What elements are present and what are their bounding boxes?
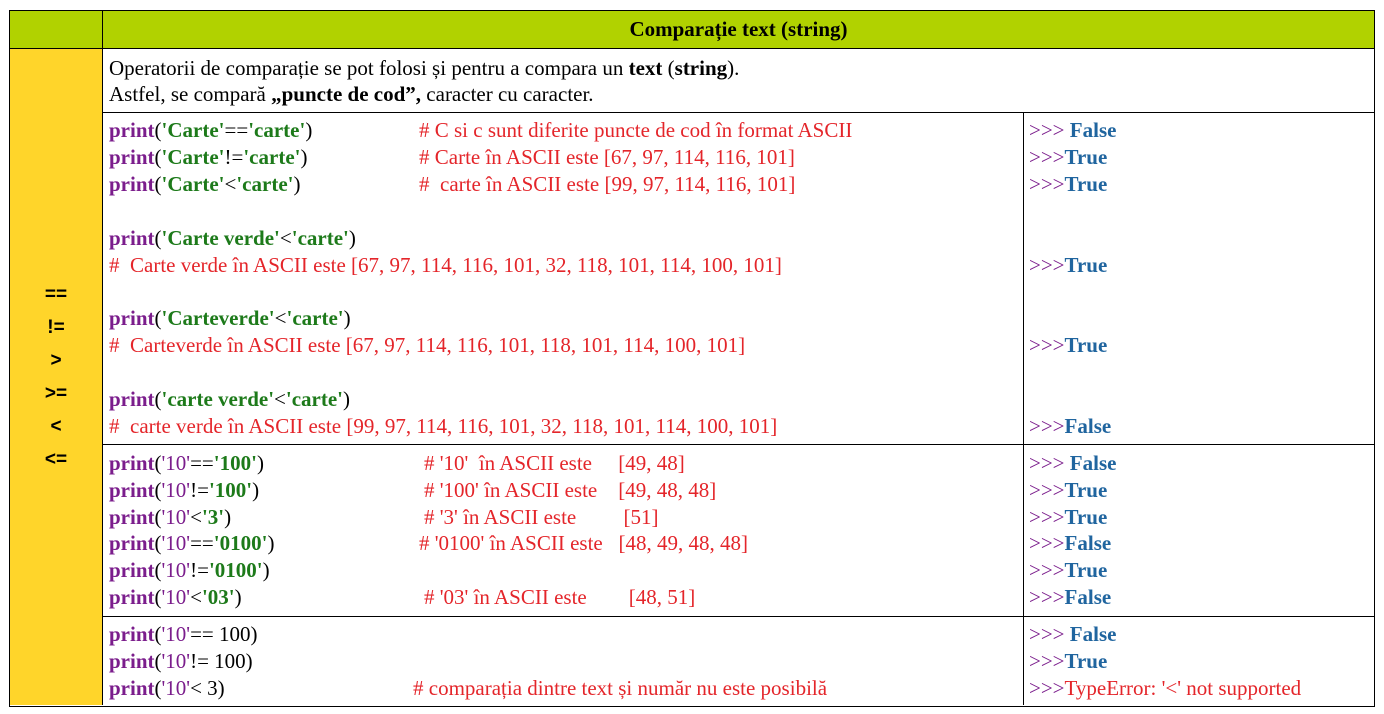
code-line: print('10'=='0100') xyxy=(109,531,275,555)
intro-line-1: Operatorii de comparație se pot folosi și pentru a compara un text (string). xyxy=(109,56,740,80)
output-section-numeric-strings xyxy=(1024,445,1374,617)
code-comment: # '10' în ASCII este [49, 48] xyxy=(424,451,685,475)
code-comment: # C si c sunt diferite puncte de cod în format ASCII xyxy=(419,118,853,142)
code-line: print('carte verde'<'carte') xyxy=(109,387,351,411)
code-line: print('10'!='100') xyxy=(109,478,260,502)
output-line: >>>False xyxy=(1029,414,1112,438)
code-line: print('10'<'3') xyxy=(109,505,232,529)
code-line: print('10'== 100) xyxy=(109,622,258,646)
comparison-table xyxy=(9,10,1375,707)
output-line: >>> False xyxy=(1029,118,1117,142)
code-section-numeric-strings xyxy=(103,445,1024,617)
code-comment: # '100' în ASCII este [49, 48, 48] xyxy=(424,478,717,502)
code-section-strings xyxy=(103,113,1024,445)
output-line: >>>True xyxy=(1029,145,1108,169)
code-comment: # Carte verde în ASCII este [67, 97, 114, 116, 101, 32, 118, 101, 114, 100, 101] xyxy=(109,253,782,277)
output-line: >>>TypeError: '<' not supported xyxy=(1029,676,1302,700)
operator-less: < xyxy=(50,416,62,437)
code-section-text-vs-number xyxy=(103,617,1024,705)
output-line: >>> False xyxy=(1029,451,1117,475)
output-section-strings xyxy=(1024,113,1374,445)
code-line: print('10'< 3) xyxy=(109,676,225,700)
code-comment: # '0100' în ASCII este [48, 49, 48, 48] xyxy=(419,531,748,555)
output-line: >>>True xyxy=(1029,333,1108,357)
code-comment: # Carteverde în ASCII este [67, 97, 114, 116, 101, 118, 101, 114, 100, 101] xyxy=(109,333,746,357)
code-comment: # carte în ASCII este [99, 97, 114, 116, 101] xyxy=(419,172,796,196)
output-line: >>> False xyxy=(1029,622,1117,646)
code-line: print('Carte'!='carte') xyxy=(109,145,308,169)
operators-column xyxy=(10,49,103,705)
operator-greater-equal: >= xyxy=(44,383,68,404)
code-line: print('10'!= 100) xyxy=(109,649,253,673)
code-line: print('Carteverde'<'carte') xyxy=(109,306,351,330)
code-line: print('10'!='0100') xyxy=(109,558,270,582)
operator-greater: > xyxy=(50,350,62,371)
operator-not-equal: != xyxy=(47,317,65,338)
code-line: print('Carte verde'<'carte') xyxy=(109,226,356,250)
code-line: print('10'<'03') xyxy=(109,585,242,609)
output-line: >>>True xyxy=(1029,558,1108,582)
table-title: Comparație text (string) xyxy=(103,11,1374,49)
output-line: >>>True xyxy=(1029,649,1108,673)
code-line: print('Carte'<'carte') xyxy=(109,172,301,196)
code-comment: # carte verde în ASCII este [99, 97, 114, 116, 101, 32, 118, 101, 114, 100, 101] xyxy=(109,414,778,438)
code-line: print('Carte'=='carte') xyxy=(109,118,313,142)
output-section-text-vs-number xyxy=(1024,617,1374,705)
output-line: >>>True xyxy=(1029,253,1108,277)
output-line: >>>False xyxy=(1029,585,1112,609)
output-line: >>>True xyxy=(1029,505,1108,529)
intro-text xyxy=(103,49,1374,113)
output-line: >>>True xyxy=(1029,478,1108,502)
code-comment: # Carte în ASCII este [67, 97, 114, 116, 101] xyxy=(419,145,795,169)
code-comment: # '03' în ASCII este [48, 51] xyxy=(424,585,696,609)
code-line: print('10'=='100') xyxy=(109,451,264,475)
intro-line-2: Astfel, se compară „puncte de cod”, caracter cu caracter. xyxy=(109,82,594,106)
code-comment: # '3' în ASCII este [51] xyxy=(424,505,659,529)
operator-less-equal: <= xyxy=(44,449,68,470)
operator-equal: == xyxy=(44,284,68,305)
header-corner xyxy=(10,11,103,49)
code-comment: # comparația dintre text și număr nu este posibilă xyxy=(413,676,828,700)
output-line: >>>False xyxy=(1029,531,1112,555)
output-line: >>>True xyxy=(1029,172,1108,196)
